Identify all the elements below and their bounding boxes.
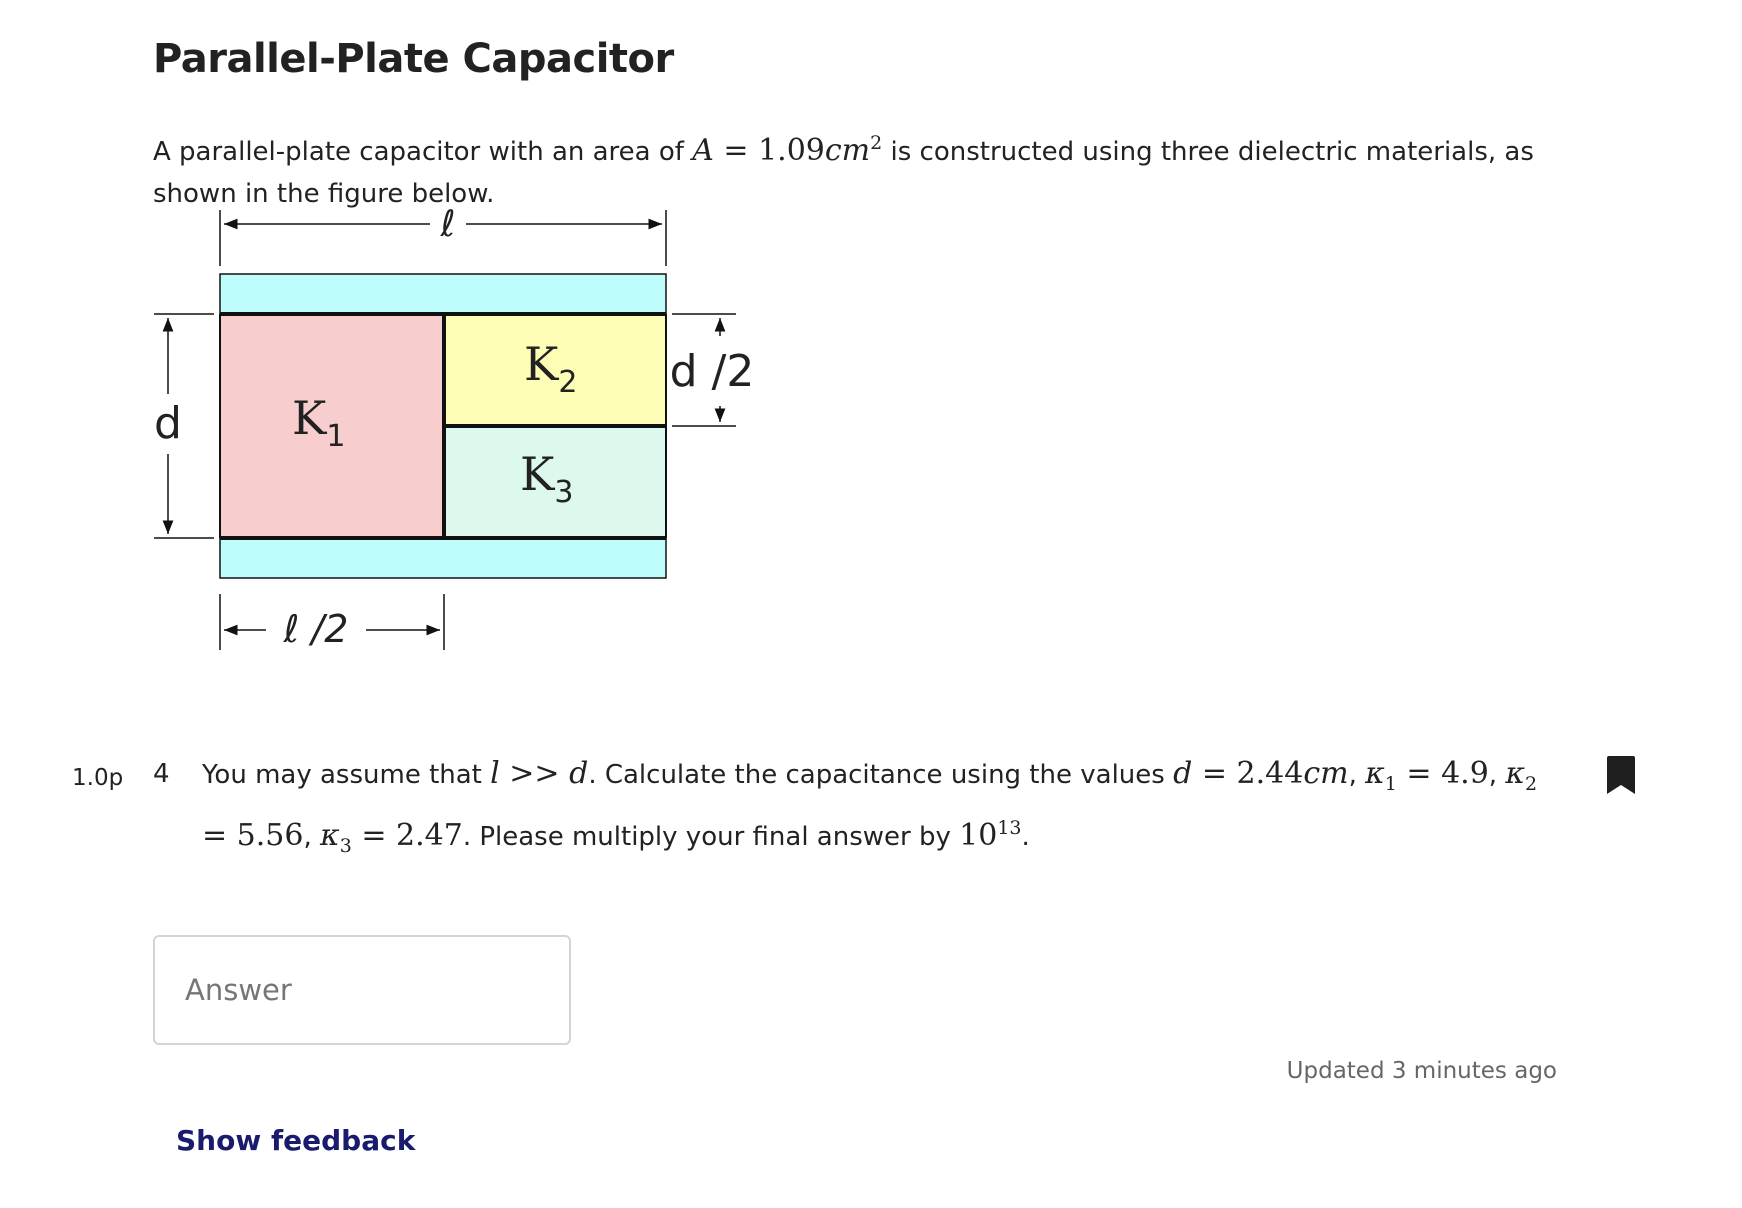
d-value: d = 2.44cm [1173,756,1349,791]
multiplier-value: $10^{13}$ [959,817,1022,853]
kappa3-value: $\kappa_3 = 2.47$ [320,818,463,857]
page-title: Parallel-Plate Capacitor [153,36,674,82]
bottom-plate [220,538,666,578]
kappa1-value: $\kappa_1 = 4.9$ [1365,756,1489,795]
intro-text-after: is constructed using three dielectric materials, as shown in the figure below. [153,137,1534,209]
answer-input[interactable] [153,935,571,1045]
half-length-label: ℓ /2 [283,607,349,651]
question-points: 1.0p [72,765,124,791]
k3-label: $K_3$ [520,447,574,510]
kappa2-value: $\kappa_2 = 5.56$ [202,756,1538,853]
bookmark-icon[interactable] [1604,756,1638,796]
updated-timestamp: Updated 3 minutes ago [1286,1058,1557,1084]
condition-formula: l >> d [490,756,589,791]
intro-text-before: A parallel-plate capacitor with an area of [153,137,693,167]
question-number: 4 [153,759,170,789]
k2-label: $K_2$ [524,337,578,400]
k1-label: $K_1$ [292,391,346,454]
top-plate [220,274,666,314]
thickness-label: d [154,398,182,449]
length-label: ℓ [440,204,456,245]
half-thickness-label: d /2 [669,346,755,397]
question-text: You may assume that l >> d. Calculate the capacitance using the values d = 2.44cm, $\kappa_1 = 4.9$, $\kappa_2 = 5.56$, $\kappa_3 = 2.47$. Please multiply your final answer by $10^{13}$. [202,756,1538,857]
capacitor-figure [140,200,780,660]
show-feedback-link[interactable]: Show feedback [176,1124,416,1157]
area-formula: $A = 1.09cm^2$ [692,132,883,168]
